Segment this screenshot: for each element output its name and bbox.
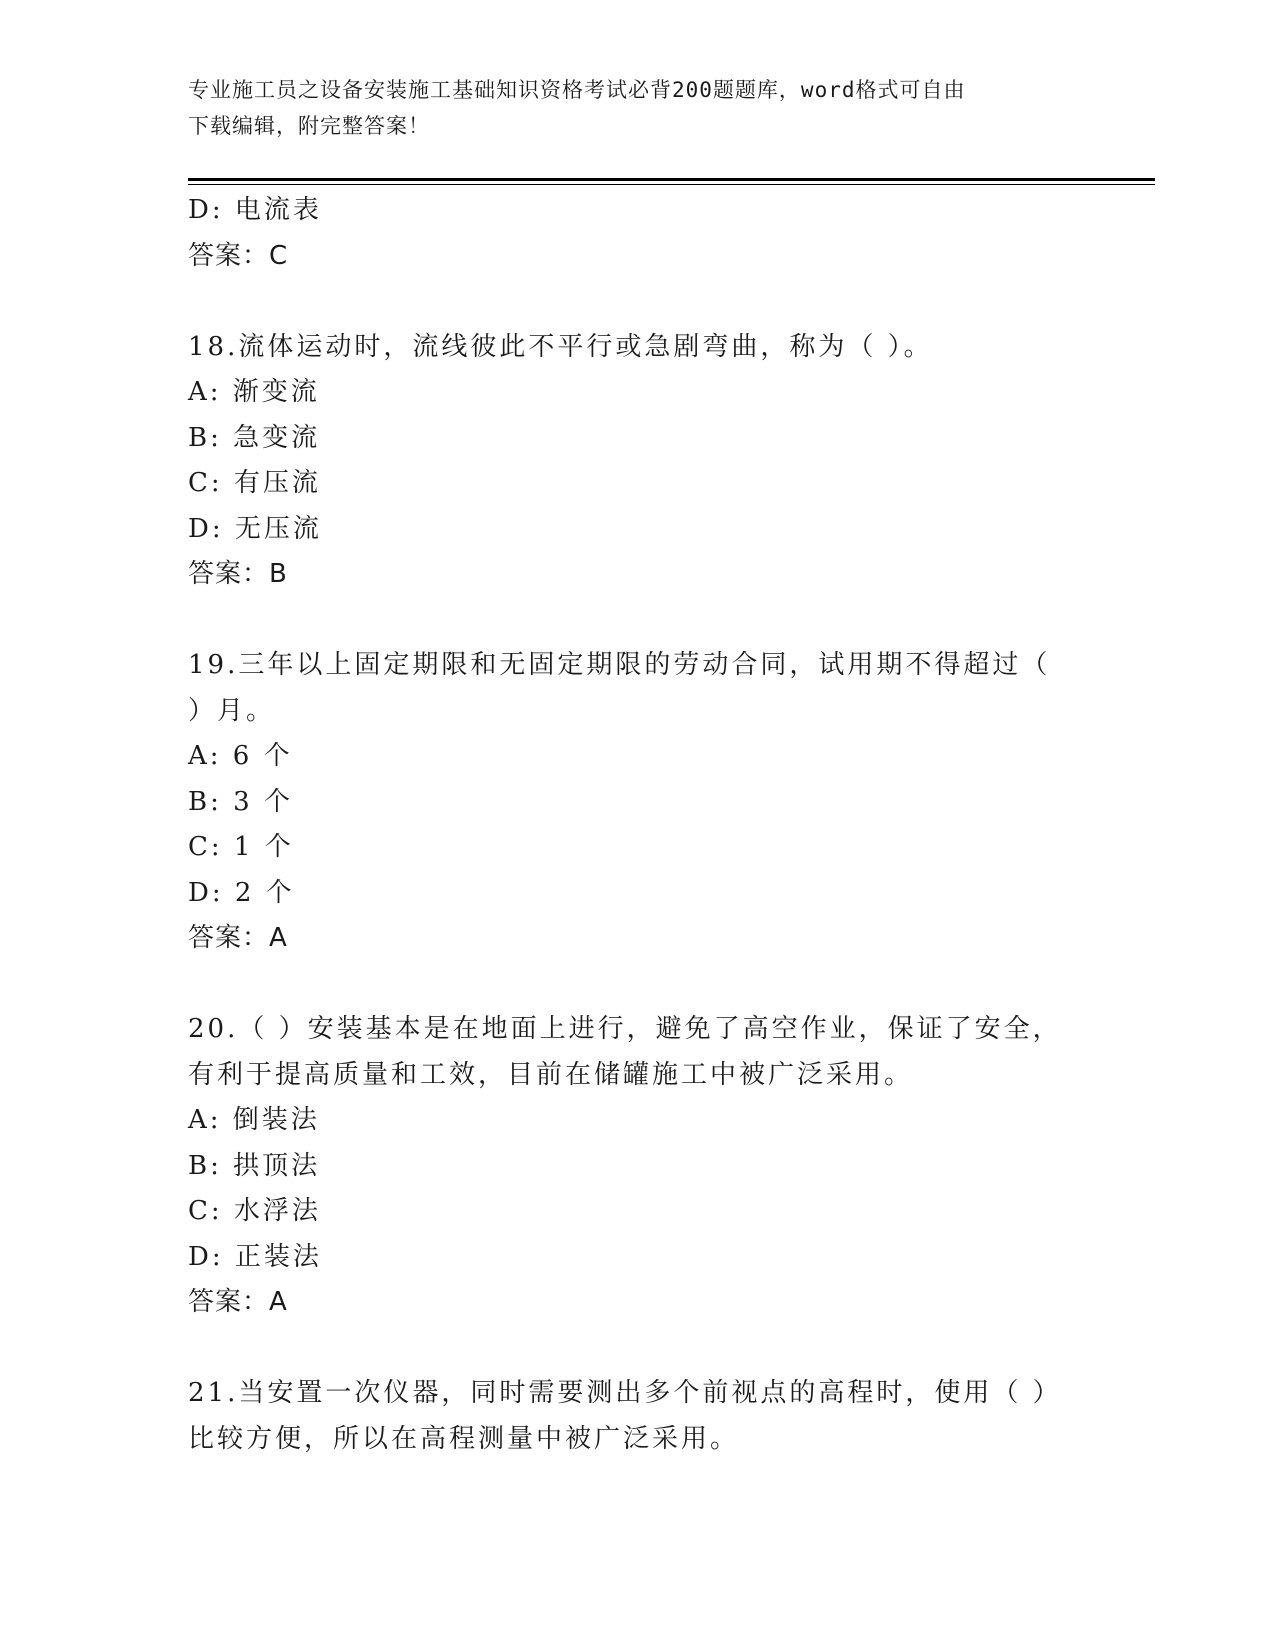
spacer — [188, 962, 1068, 1008]
option-d: D: 2 个 — [188, 877, 295, 908]
document-header — [188, 72, 1068, 144]
header-rule-thin — [188, 184, 1155, 185]
question-20 — [188, 1007, 1068, 1326]
option-b: B: 拱顶法 — [188, 1150, 321, 1181]
question-21 — [188, 1371, 1068, 1462]
document-body — [188, 188, 1068, 1462]
option-b: B: 3 个 — [188, 786, 293, 817]
answer-line: 答案：A — [188, 923, 288, 953]
question-stem-continued: 比较方便，所以在高程测量中被广泛采用。 — [188, 1423, 740, 1454]
question-stem: 18.流体运动时，流线彼此不平行或急剧弯曲，称为（ ）。 — [188, 331, 933, 362]
question-stem: 19.三年以上固定期限和无固定期限的劳动合同，试用期不得超过（ — [188, 650, 1051, 680]
option-a: A: 渐变流 — [188, 377, 320, 407]
answer-line: 答案：B — [188, 559, 288, 589]
header-line-1: 专业施工员之设备安装施工基础知识资格考试必背200题题库，word格式可自由 — [188, 78, 966, 102]
answer-line: 答案：A — [188, 1287, 288, 1317]
option-c: C: 1 个 — [188, 832, 294, 862]
spacer — [188, 1326, 1068, 1372]
option-d: D: 正装法 — [188, 1241, 322, 1272]
option-c: C: 水浮法 — [188, 1196, 321, 1226]
option-a: A: 倒装法 — [188, 1105, 320, 1135]
option-c: C: 有压流 — [188, 468, 321, 498]
question-stem-continued: ）月。 — [188, 695, 276, 726]
question-stem: 20.（ ）安装基本是在地面上进行，避免了高空作业，保证了安全， — [188, 1014, 1062, 1044]
option-b: B: 急变流 — [188, 422, 321, 453]
spacer — [188, 598, 1068, 644]
header-line-2: 下载编辑，附完整答案！ — [188, 114, 430, 138]
question-18 — [188, 325, 1068, 598]
option-a: A: 6 个 — [188, 741, 293, 771]
prev-answer: 答案：C — [188, 240, 289, 271]
header-rule-thick — [188, 178, 1155, 181]
question-stem: 21.当安置一次仪器，同时需要测出多个前视点的高程时，使用（ ） — [188, 1378, 1062, 1408]
spacer — [188, 279, 1068, 325]
question-stem-continued: 有利于提高质量和工效，目前在储罐施工中被广泛采用。 — [188, 1059, 914, 1090]
question-19 — [188, 643, 1068, 962]
prev-option-d: D: 电流表 — [188, 195, 322, 225]
option-d: D: 无压流 — [188, 513, 322, 544]
